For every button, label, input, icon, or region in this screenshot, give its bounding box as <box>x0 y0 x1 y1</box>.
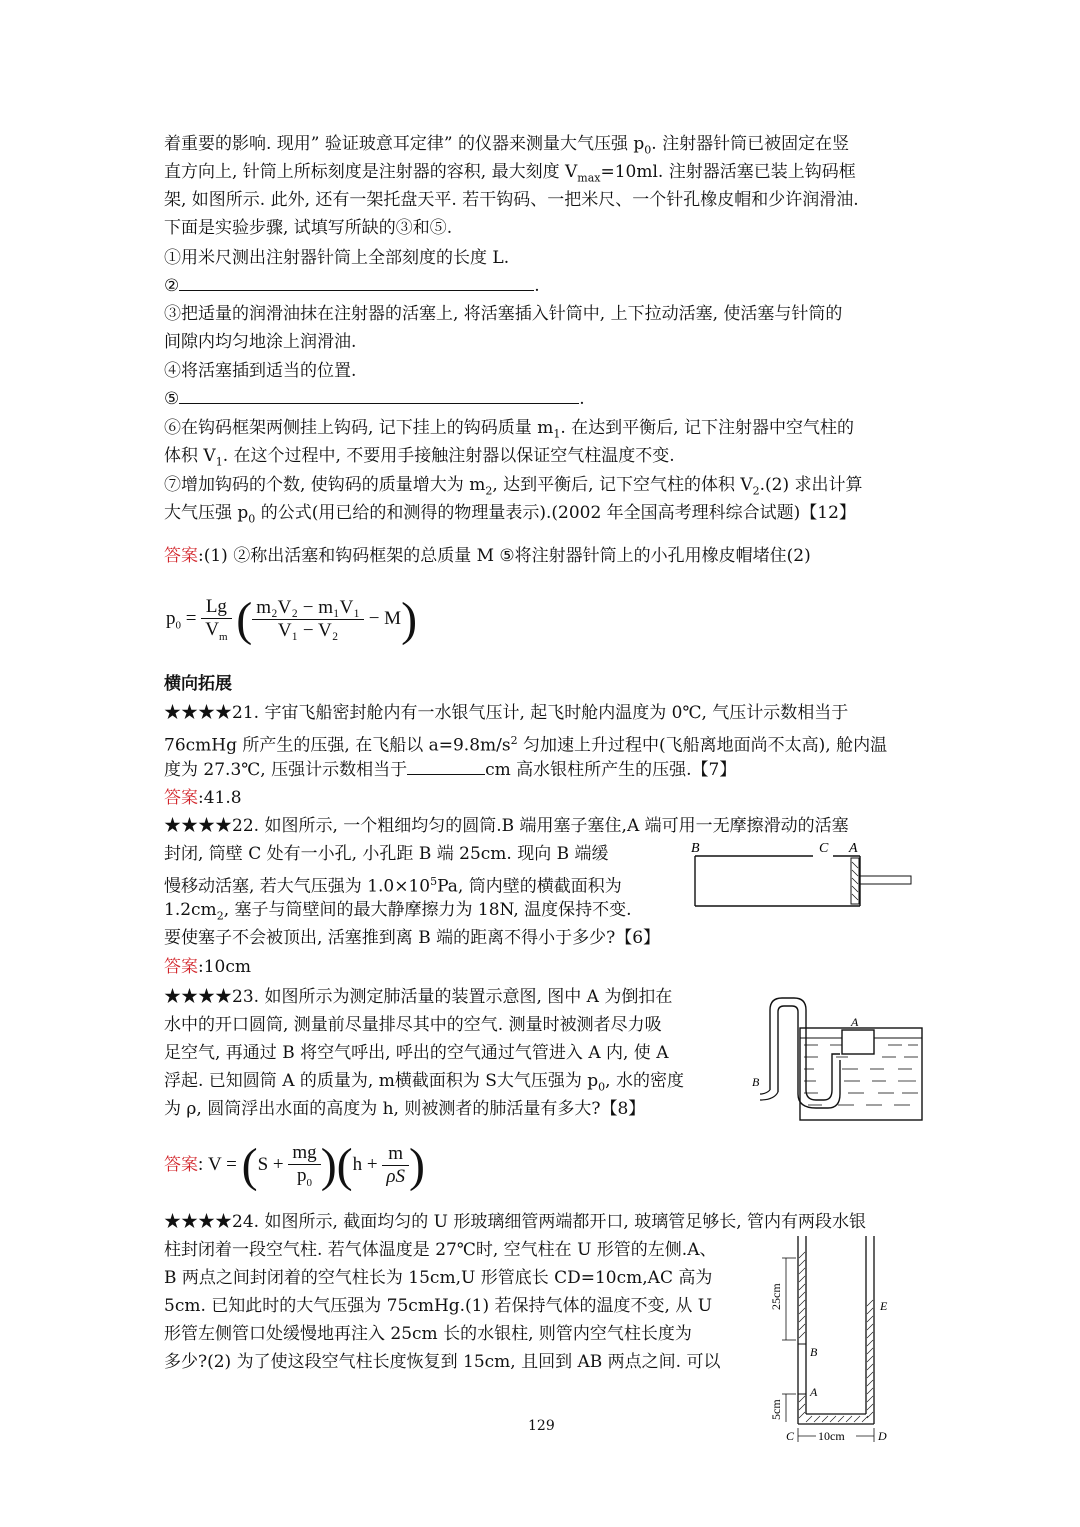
label-c: C <box>819 841 829 856</box>
fig-label-c: C <box>786 1429 795 1443</box>
q23-line-1: ★★★★23. 如图所示为测定肺活量的装置示意图, 图中 A 为倒扣在 <box>164 987 673 1007</box>
intro-line-1: 着重要的影响. 现用” 验证玻意耳定律” 的仪器来测量大气压强 $p_0$. 注射器针筒已被固定在竖 <box>164 134 850 157</box>
step-6-line-1: ⑥在钩码框架两侧挂上钩码, 记下挂上的钩码质量 $m_1$. 在达到平衡后, 记下注射器中空气柱的 <box>164 418 854 441</box>
q22-line-3: 慢移动活塞, 若大气压强为 $1.0\times 10^5Pa$, 筒内壁的横截面积为 <box>164 875 622 897</box>
fig-label-b: B <box>810 1345 818 1359</box>
fig-dim-25: 25cm <box>769 1283 783 1310</box>
step-6-line-2: 体积 $V_1$. 在这个过程中, 不要用手接触注射器以保证空气柱温度不变. <box>164 446 675 469</box>
q23-line-3: 足空气, 再通过 B 将空气呼出, 呼出的空气通过气管进入 A 内, 使 A <box>164 1043 669 1063</box>
lung-capacity-figure <box>748 990 928 1130</box>
formula-q20: $p_0$ = $\frac{Lg}{V_m}$ ( $\frac{\text{m₂V₂ − m₁V₁}}{\text{V₁ − V₂}}$ − M) <box>166 593 418 646</box>
answer-label: 答案 <box>164 546 198 566</box>
label-a: A <box>849 841 858 856</box>
q24-line-4: 5cm. 已知此时的大气压强为 75cmHg.(1) 若保持气体的温度不变, 从 U <box>164 1296 713 1316</box>
q24-line-5: 形管左侧管口处缓慢地再注入 25cm 长的水银柱, 则管内空气柱长度为 <box>164 1324 692 1344</box>
section-title: 横向拓展 <box>164 674 232 694</box>
answer-q20: 答案:(1) ②称出活塞和钩码框架的总质量 M ⑤将注射器针筒上的小孔用橡皮帽堵住(2) <box>164 546 811 566</box>
q24-line-1: ★★★★24. 如图所示, 截面均匀的 U 形玻璃细管两端都开口, 玻璃管足够长, 管内有两段水银 <box>164 1212 866 1232</box>
intro-line-2: 直方向上, 针筒上所标刻度是注射器的容积, 最大刻度 $V_{max}=10ml$. 注射器活塞已装上钩码框 <box>164 162 856 185</box>
cylinder-figure <box>685 838 925 918</box>
intro-line-4: 下面是实验步骤, 试填写所缺的③和⑤. <box>164 218 453 238</box>
step-7-line-2: 大气压强 $p_0$ 的公式(用已给的和测得的物理量表示).(2002 年全国高考理科综合试题)【12】 <box>164 503 856 526</box>
fig-label-a: A <box>810 1385 818 1399</box>
q21-line-2: 76cmHg 所产生的压强, 在飞船以 $a=9.8m/s^2$ 匀加速上升过程中(飞船离地面尚不太高), 舱内温 <box>164 734 888 756</box>
step-5: ⑤ . <box>164 385 585 413</box>
q22-line-2: 封闭, 筒壁 C 处有一小孔, 小孔距 B 端 25cm. 现向 B 端缓 <box>164 844 609 864</box>
q21-blank[interactable] <box>407 756 485 775</box>
q23-line-4: 浮起. 已知圆筒 A 的质量为, m横截面积为 S大气压强为 $p_0$, 水的密度 <box>164 1071 684 1094</box>
q23-line-5: 为 ρ, 圆筒浮出水面的高度为 h, 则被测者的肺活量有多大?【8】 <box>164 1099 646 1119</box>
q21-line-3: 度为 27.3℃, 压强计示数相当于 cm 高水银柱所产生的压强.【7】 <box>164 756 736 784</box>
q23-answer-formula: 答案: V = (S + $\frac{mg}{p_0}$ )(h + $\frac{m}{\rho S}$ ) <box>164 1139 425 1192</box>
step-1: ①用米尺测出注射器针筒上全部刻度的长度 L. <box>164 248 510 268</box>
fig-dim-10: 10cm <box>818 1429 845 1443</box>
fig-dim-5: 5cm <box>769 1399 783 1420</box>
q22-line-5: 要使塞子不会被顶出, 活塞推到离 B 端的距离不得小于多少?【6】 <box>164 928 661 948</box>
q22-line-4: $1.2cm_2$, 塞子与筒壁间的最大静摩擦力为 18N, 温度保持不变. <box>164 900 632 923</box>
q24-line-2: 柱封闭着一段空气柱. 若气体温度是 27℃时, 空气柱在 U 形管的左侧.A、 <box>164 1240 717 1260</box>
step-2-blank[interactable] <box>179 272 534 291</box>
step-2: ② . <box>164 272 540 300</box>
q22-answer: 答案:10cm <box>164 957 252 977</box>
step-3-line-1: ③把适量的润滑油抹在注射器的活塞上, 将活塞插入针筒中, 上下拉动活塞, 使活塞与针筒的 <box>164 304 843 324</box>
q24-line-6: 多少?(2) 为了使这段空气柱长度恢复到 15cm, 且回到 AB 两点之间. 可以 <box>164 1352 721 1372</box>
fig-label-d: D <box>878 1429 887 1443</box>
fig-label-e: E <box>880 1299 888 1313</box>
q22-line-1: ★★★★22. 如图所示, 一个粗细均匀的圆筒.B 端用塞子塞住,A 端可用一无摩擦滑动的活塞 <box>164 816 849 836</box>
step-7-line-1: ⑦增加钩码的个数, 使钩码的质量增大为 $m_2$, 达到平衡后, 记下空气柱的体积 $V_2.(2)$ 求出计算 <box>164 475 863 498</box>
q23-line-2: 水中的开口圆筒, 测量前尽量排尽其中的空气. 测量时被测者尽力吸 <box>164 1015 662 1035</box>
q21-line-1: ★★★★21. 宇宙飞船密封舱内有一水银气压计, 起飞时舱内温度为 0℃, 气压计示数相当于 <box>164 703 849 723</box>
step-4: ④将活塞插到适当的位置. <box>164 361 357 381</box>
fig-label-a: A <box>851 1015 859 1029</box>
step-3-line-2: 间隙内均匀地涂上润滑油. <box>164 332 357 352</box>
q21-answer: 答案:41.8 <box>164 788 242 808</box>
intro-line-3: 架, 如图所示. 此外, 还有一架托盘天平. 若干钩码、一把米尺、一个针孔橡皮帽和少许润滑油. <box>164 190 859 210</box>
u-tube-figure <box>762 1236 912 1446</box>
page-number: 129 <box>528 1418 555 1434</box>
label-b: B <box>691 841 700 856</box>
step-5-blank[interactable] <box>179 385 579 404</box>
fig-label-b: B <box>752 1075 760 1089</box>
q24-line-3: B 两点之间封闭着的空气柱长为 15cm,U 形管底长 CD=10cm,AC 高为 <box>164 1268 713 1288</box>
